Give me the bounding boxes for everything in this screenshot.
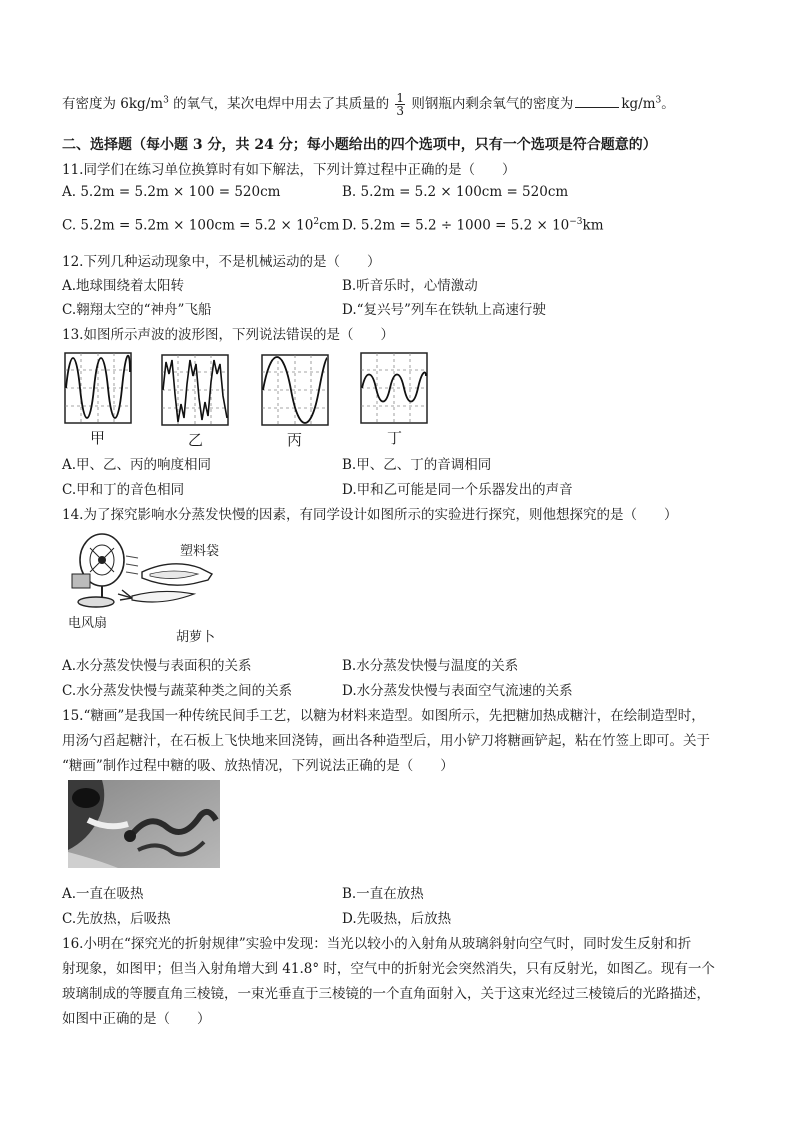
q15-option-b[interactable]: B.一直在放热: [342, 886, 424, 902]
q12-option-a[interactable]: A.地球围绕着太阳转: [62, 278, 185, 294]
q13-option-a[interactable]: A.甲、乙、丙的响度相同: [62, 457, 212, 473]
q12-stem: 12.下列几种运动现象中，不是机械运动的是（ ）: [62, 254, 381, 270]
q12-option-c[interactable]: C.翱翔太空的“神舟”飞船: [62, 302, 212, 318]
label-carrot: 胡萝卜: [176, 630, 216, 645]
q15-stem-line1: 15.“糖画”是我国一种传统民间手工艺，以糖为材料来造型。如图所示，先把糖加热成糖汁，在绘制造型时，: [62, 708, 705, 724]
waveform-label-jia: 甲: [90, 429, 106, 447]
waveform-label-ding: 丁: [387, 429, 403, 447]
q11-option-b[interactable]: B. 5.2m = 5.2 × 100cm = 520cm: [342, 184, 569, 200]
q14-stem: 14.为了探究影响水分蒸发快慢的因素，有同学设计如图所示的实验进行探究，则他想探究的是（ ）: [62, 507, 678, 523]
waveform-ding: [360, 352, 428, 424]
sugar-painting-photo: [68, 780, 220, 868]
label-fan: 电风扇: [68, 616, 108, 631]
q11-option-a[interactable]: A. 5.2m = 5.2m × 100 = 520cm: [62, 184, 281, 200]
q16-stem-line2: 射现象，如图甲；但当入射角增大到 41.8° 时，空气中的折射光会突然消失，只有反射光，如图乙。现有一个: [62, 961, 715, 977]
q14-option-c[interactable]: C.水分蒸发快慢与蔬菜种类之间的关系: [62, 683, 293, 699]
q13-option-c[interactable]: C.甲和丁的音色相同: [62, 482, 185, 498]
q14-option-d[interactable]: D.水分蒸发快慢与表面空气流速的关系: [342, 683, 573, 699]
waveform-bing: [261, 354, 329, 426]
q16-stem-line3: 玻璃制成的等腰直角三棱镜，一束光垂直于三棱镜的一个直角面射入，关于这束光经过三棱镜后的光路描述，: [62, 986, 710, 1002]
q14-option-b[interactable]: B.水分蒸发快慢与温度的关系: [342, 658, 519, 674]
waveform-label-yi: 乙: [188, 431, 204, 449]
waveform-yi: [161, 354, 229, 426]
label-plastic-bag: 塑料袋: [180, 544, 220, 559]
q13-stem: 13.如图所示声波的波形图，下列说法错误的是（ ）: [62, 327, 394, 343]
waveform-jia: [64, 352, 132, 424]
q11-option-d[interactable]: D. $5.2m = 5.2 \div 1000 = 5.2 \times 10^{-3}km$: [342, 217, 604, 234]
answer-blank[interactable]: [575, 95, 619, 108]
q15-option-c[interactable]: C.先放热，后吸热: [62, 911, 171, 927]
section-title: 二、选择题（每小题 3 分，共 24 分；每小题给出的四个选项中，只有一个选项是符合题意的）: [62, 137, 657, 153]
q12-option-d[interactable]: D.“复兴号”列车在铁轨上高速行驶: [342, 302, 546, 318]
fraction-one-third: $\frac{1}{3}$: [396, 91, 405, 118]
q11-option-c[interactable]: C. $5.2m = 5.2m \times 100cm = 5.2 \times 10^2cm$: [62, 217, 340, 234]
q15-option-d[interactable]: D.先吸热，后放热: [342, 911, 452, 927]
q16-stem-line1: 16.小明在“探究光的折射规律”实验中发现：当光以较小的入射角从玻璃斜射向空气时，同时发生反射和折: [62, 936, 692, 952]
q12-option-b[interactable]: B.听音乐时，心情激动: [342, 278, 478, 294]
q13-option-b[interactable]: B.甲、乙、丁的音调相同: [342, 457, 492, 473]
q10-tail-line: 有密度为 $6kg/m^3$ 的氧气，某次电焊中用去了其质量的 $\frac{1}{3}$ 则钢瓶内剩余氧气的密度为 $kg/m^3$。: [62, 91, 675, 118]
q15-stem-line3: “糖画”制作过程中糖的吸、放热情况，下列说法正确的是（ ）: [62, 758, 454, 774]
waveform-label-bing: 丙: [287, 431, 303, 449]
q13-option-d[interactable]: D.甲和乙可能是同一个乐器发出的声音: [342, 482, 573, 498]
q16-stem-line4: 如图中正确的是（ ）: [62, 1011, 211, 1027]
q11-stem: 11.同学们在练习单位换算时有如下解法，下列计算过程中正确的是（ ）: [62, 162, 516, 178]
q15-stem-line2: 用汤勺舀起糖汁，在石板上飞快地来回浇铸，画出各种造型后，用小铲刀将糖画铲起，粘在竹签上即可。关于: [62, 733, 710, 749]
q14-option-a[interactable]: A.水分蒸发快慢与表面积的关系: [62, 658, 252, 674]
q15-option-a[interactable]: A.一直在吸热: [62, 886, 144, 902]
